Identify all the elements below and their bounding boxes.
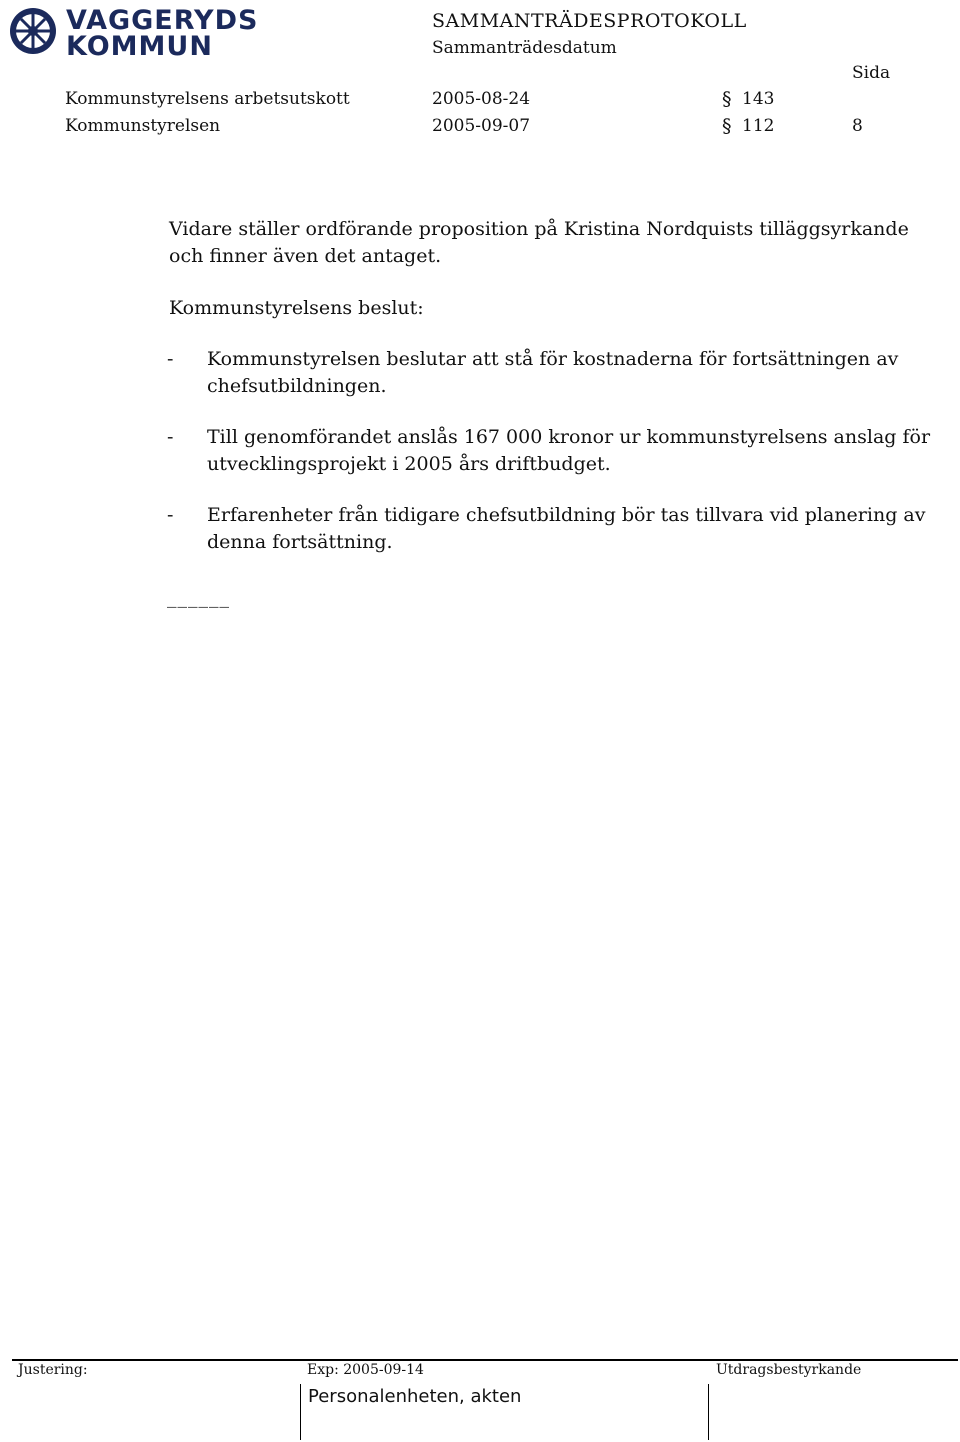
meeting-date-label: Sammanträdesdatum: [432, 38, 617, 58]
meeting-date: 2005-09-07: [432, 116, 531, 136]
justering-label: Justering:: [18, 1362, 88, 1378]
wheel-emblem-icon: [8, 6, 58, 56]
expedited-date: Exp: 2005-09-14: [307, 1362, 424, 1378]
document-title: SAMMANTRÄDESPROTOKOLL: [432, 10, 747, 32]
bullet-text-line2: denna fortsättning.: [207, 531, 393, 553]
bullet-text-line1: Erfarenheter från tidigare chefsutbildning bör tas tillvara vid planering av: [207, 504, 926, 526]
decision-heading: Kommunstyrelsens beslut:: [169, 297, 424, 319]
bullet-text-line1: Till genomförandet anslås 167 000 kronor ur kommunstyrelsens anslag för: [207, 426, 931, 448]
logo-text-line2: KOMMUN: [66, 31, 213, 62]
body-name: Kommunstyrelsens arbetsutskott: [65, 89, 350, 109]
footer-top-rule: [12, 1359, 958, 1361]
bullet-text-line2: utvecklingsprojekt i 2005 års driftbudget.: [207, 453, 611, 475]
end-of-section-rule: ______: [167, 586, 230, 608]
section-sign-icon: §: [722, 115, 732, 137]
intro-line-2: och finner även det antaget.: [169, 245, 442, 267]
body-name: Kommunstyrelsen: [65, 116, 221, 136]
footer-divider-right: [708, 1384, 709, 1440]
footer-divider-left: [300, 1384, 301, 1440]
utdragsbestyrkande-label: Utdragsbestyrkande: [716, 1362, 862, 1378]
bullet-dash: -: [167, 426, 174, 448]
distribution-recipient: Personalenheten, akten: [308, 1386, 522, 1407]
intro-line-1: Vidare ställer ordförande proposition på Kristina Nordquists tilläggsyrkande: [169, 218, 909, 240]
paragraph-number: 112: [742, 116, 775, 136]
page-label: Sida: [852, 63, 891, 83]
bullet-text-line2: chefsutbildningen.: [207, 375, 387, 397]
bullet-dash: -: [167, 348, 174, 370]
municipality-logo: [8, 5, 259, 64]
logo-text-line1: VAGGERYDS: [66, 5, 259, 36]
bullet-dash: -: [167, 504, 174, 526]
bullet-text-line1: Kommunstyrelsen beslutar att stå för kostnaderna för fortsättningen av: [207, 348, 899, 370]
meeting-date: 2005-08-24: [432, 89, 531, 109]
section-sign-icon: §: [722, 88, 732, 110]
page-number: 8: [852, 116, 863, 136]
paragraph-number: 143: [742, 89, 775, 109]
